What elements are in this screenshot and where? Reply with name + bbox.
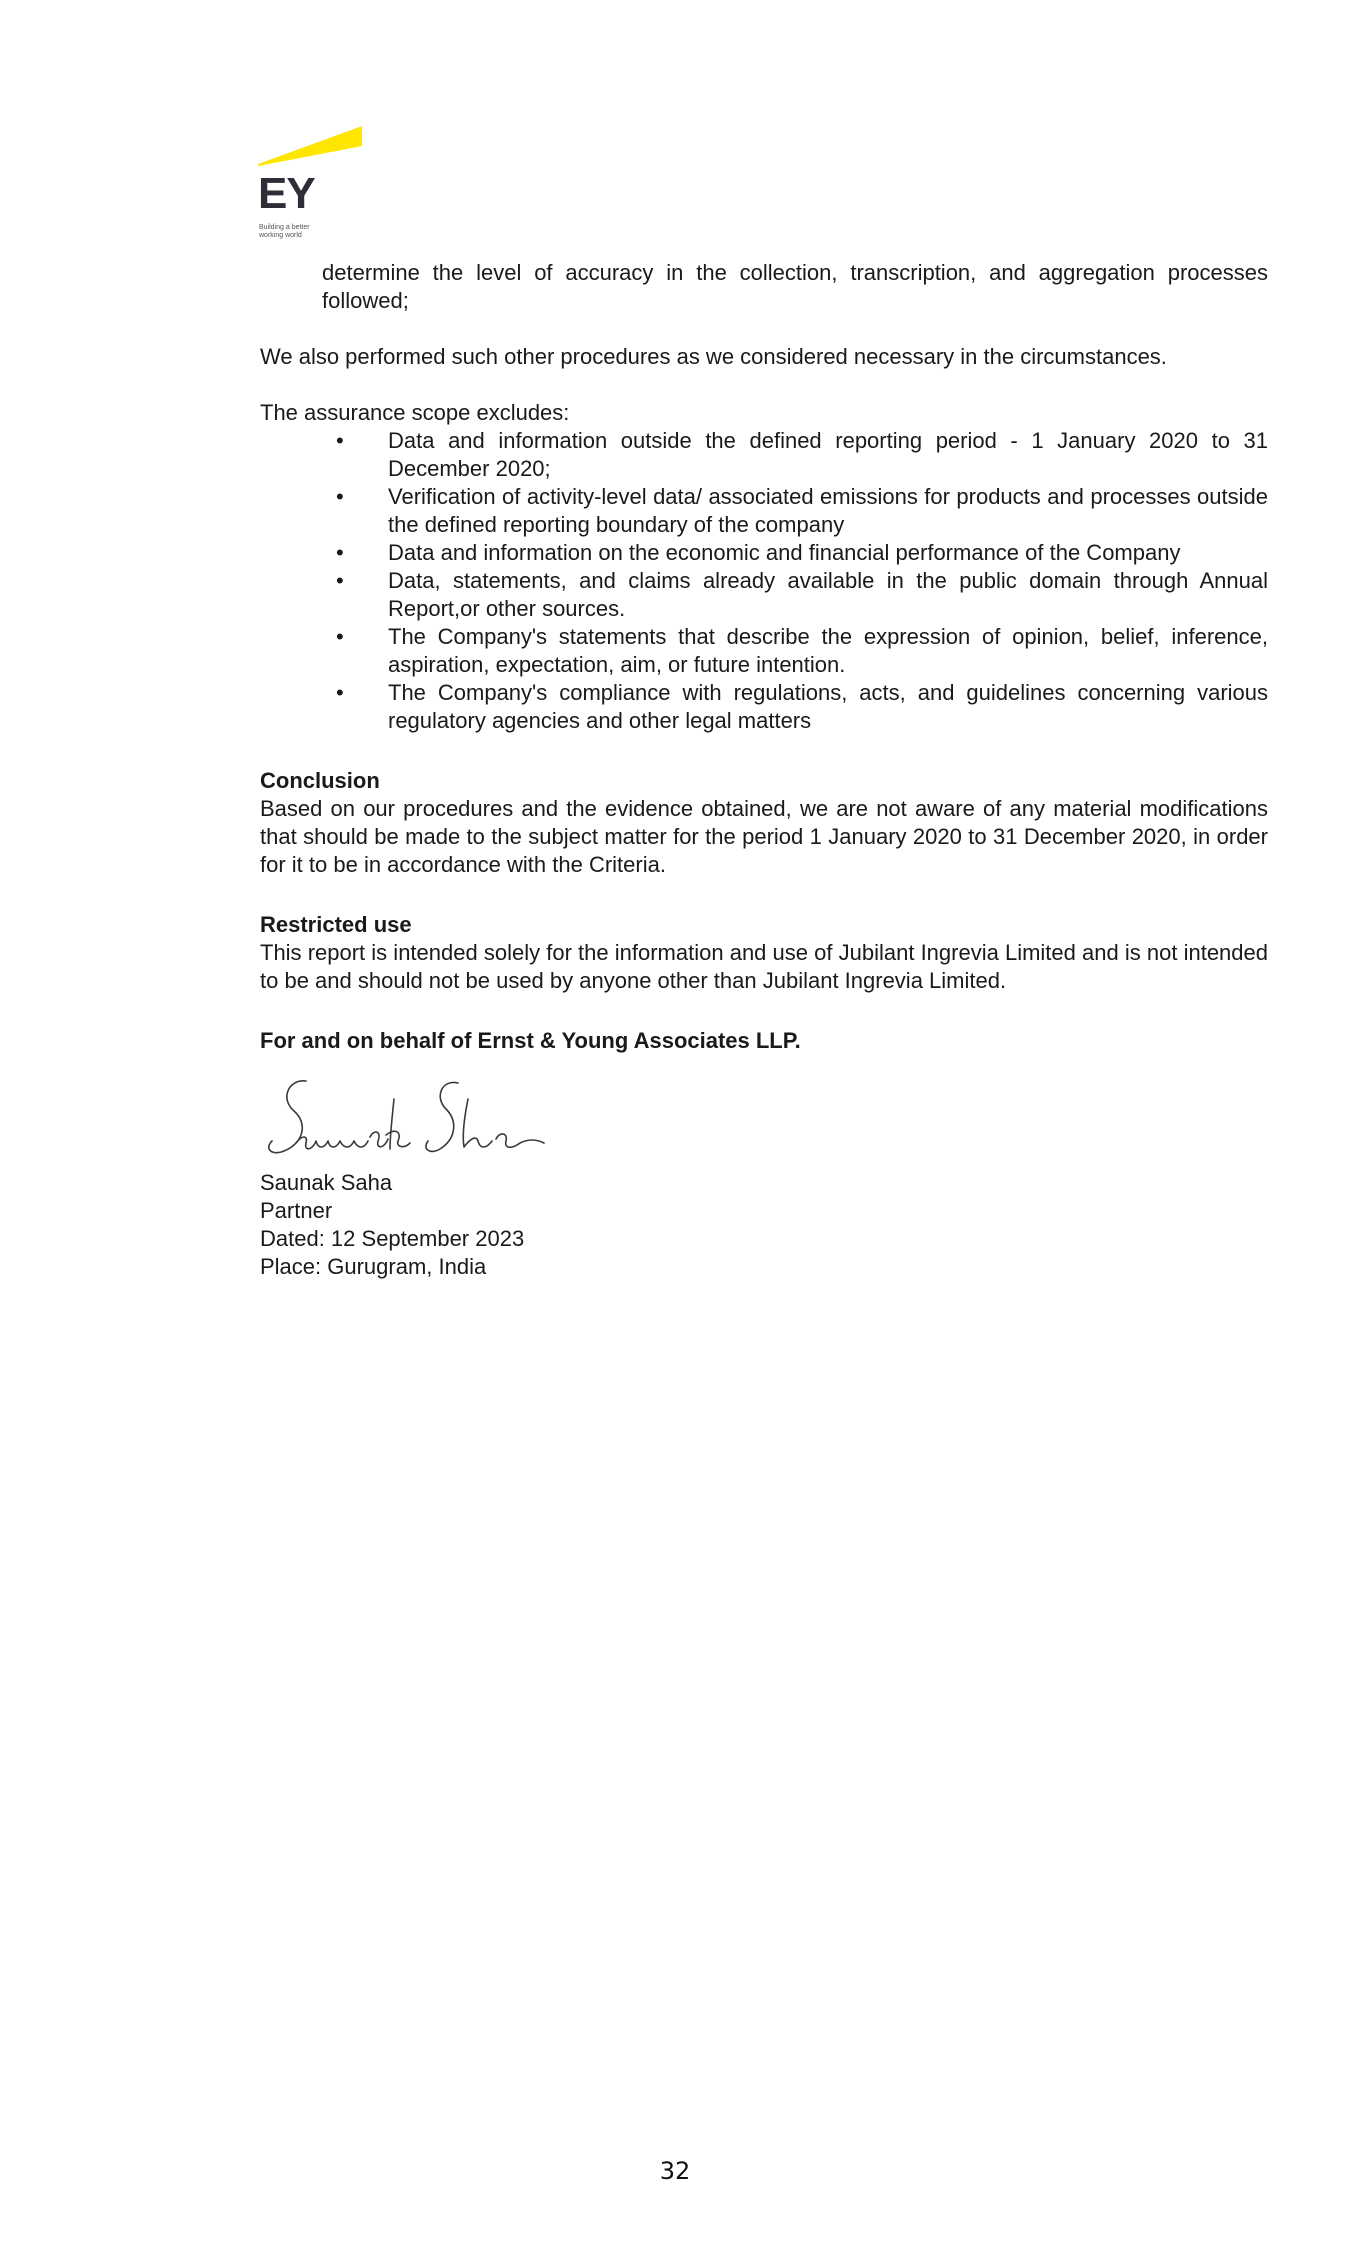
document-body <box>260 259 1268 1281</box>
restricted-use-text: This report is intended solely for the information and use of Jubilant Ingrevia Limited and is not intended to be and should not be used by anyone other than Jubilant Ingrevia Limited. <box>260 940 1268 993</box>
intro-continuation: determine the level of accuracy in the collection, transcription, and aggregation processes followed; <box>322 260 1268 313</box>
scope-heading: The assurance scope excludes: <box>260 400 570 425</box>
signer-block <box>260 1169 1268 1281</box>
scope-item: • Data and information on the economic and financial performance of the Company <box>260 539 1268 567</box>
signature-icon <box>258 1069 558 1169</box>
scope-item: • Data, statements, and claims already available in the public domain through Annual Report,or other sources. <box>260 567 1268 623</box>
scope-item: • Data and information outside the defined reporting period - 1 January 2020 to 31 December 2020; <box>260 427 1268 483</box>
conclusion-section <box>260 767 1268 879</box>
scope-list <box>260 427 1268 735</box>
signer-dated: Dated: 12 September 2023 <box>260 1226 525 1251</box>
ey-slash-icon <box>258 126 362 166</box>
restricted-use-heading: Restricted use <box>260 912 412 937</box>
scope-item: • Verification of activity-level data/ associated emissions for products and processes outside the defined reporting boundary of the company <box>260 483 1268 539</box>
page-number: 32 <box>659 2157 691 2185</box>
sign-off: For and on behalf of Ernst & Young Associates LLP. <box>260 1028 801 1053</box>
other-procedures: We also performed such other procedures as we considered necessary in the circumstances. <box>260 344 1167 369</box>
signer-title: Partner <box>260 1198 333 1223</box>
signer-name: Saunak Saha <box>260 1170 393 1195</box>
assurance-scope-section <box>260 399 1268 735</box>
ey-logo <box>258 126 368 252</box>
scope-item: • The Company's compliance with regulations, acts, and guidelines concerning various regulatory agencies and other legal matters <box>260 679 1268 735</box>
signer-place: Place: Gurugram, India <box>260 1254 487 1279</box>
ey-logo-text: EY <box>258 169 315 218</box>
conclusion-heading: Conclusion <box>260 768 380 793</box>
restricted-use-section <box>260 911 1268 995</box>
scope-item: • The Company's statements that describe the expression of opinion, belief, inference, aspiration, expectation, aim, or future intention. <box>260 623 1268 679</box>
conclusion-text: Based on our procedures and the evidence obtained, we are not aware of any material modifications that should be made to the subject matter for the period 1 January 2020 to 31 December 2020, in order for it to be in accordance with the Criteria. <box>260 796 1268 877</box>
ey-tagline: Building a better working world <box>259 224 310 239</box>
